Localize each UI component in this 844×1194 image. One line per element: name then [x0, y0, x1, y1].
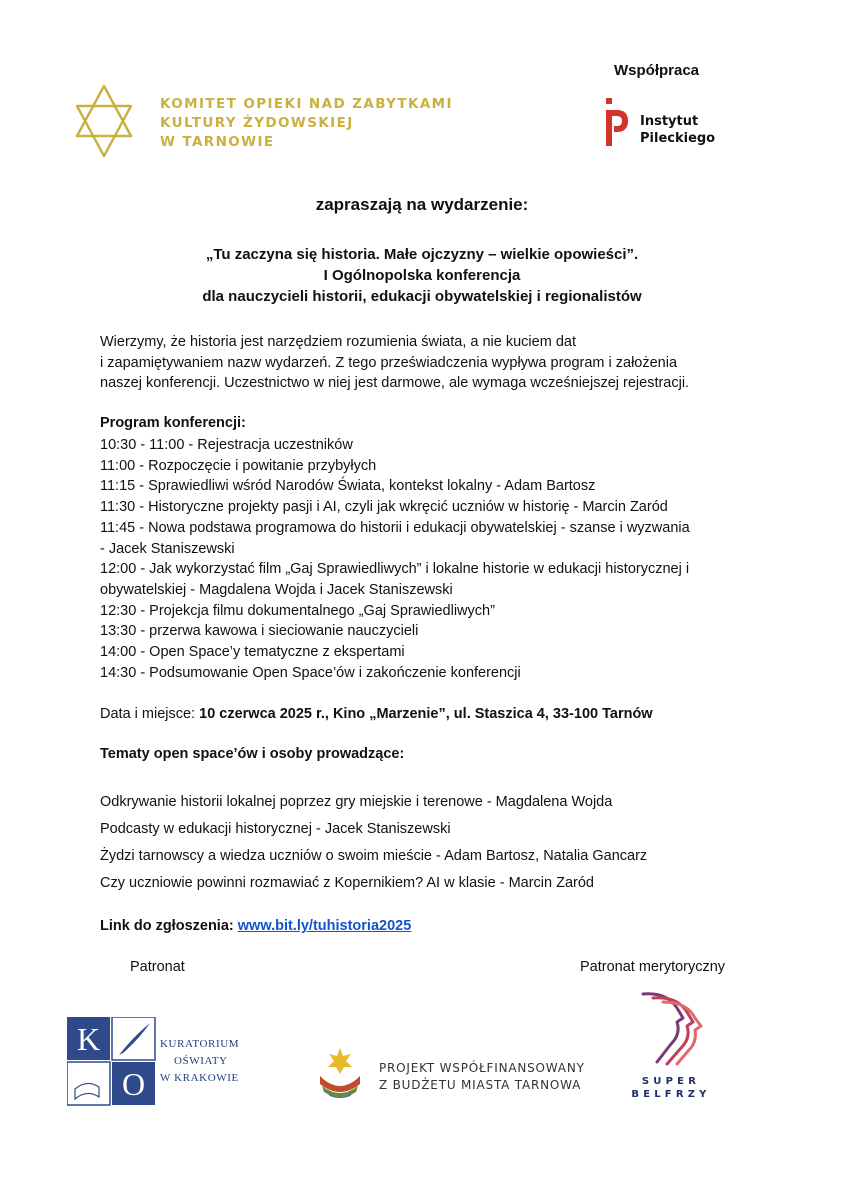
- topics-heading: Tematy open space’ów i osoby prowadzące:: [100, 746, 405, 762]
- event-title-line: dla nauczycieli historii, edukacji obywatelskiej i regionalistów: [202, 288, 642, 305]
- komitet-line: KOMITET OPIEKI NAD ZABYTKAMI: [160, 96, 453, 112]
- program-item: 12:00 - Jak wykorzystać film „Gaj Sprawiedliwych” i lokalne historie w edukacji historycznej i: [100, 561, 690, 578]
- super-belfrzy-text: [629, 1075, 713, 1101]
- topic-item: Żydzi tarnowscy a wiedza uczniów o swoim mieście - Adam Bartosz, Natalia Gancarz: [100, 848, 648, 864]
- date-place-value: 10 czerwca 2025 r., Kino „Marzenie”, ul. Staszica 4, 33-100 Tarnów: [199, 706, 653, 722]
- program-item: 12:30 - Projekcja filmu dokumentalnego „Gaj Sprawiedliwych”: [100, 602, 495, 619]
- patronat-label: Patronat: [130, 959, 185, 975]
- intro-line: i zapamiętywaniem nazw wydarzeń. Z tego przeświadczenia wypływa program i założenia: [100, 354, 678, 371]
- star-of-david-icon: [73, 84, 135, 158]
- ipn-line: Pileckiego: [640, 131, 716, 146]
- program-list: [100, 435, 750, 683]
- instytut-pileckiego-icon: [603, 98, 629, 146]
- topics-list: [100, 789, 647, 897]
- kuratorium-line: W KRAKOWIE: [160, 1072, 239, 1084]
- super-belfrzy-line: SUPER: [641, 1076, 701, 1087]
- topic-item: Odkrywanie historii lokalnej poprzez gry miejskie i terenowe - Magdalena Wojda: [100, 794, 613, 810]
- instytut-pileckiego-logo-text: [640, 113, 715, 147]
- cooperation-label: Współpraca: [614, 62, 700, 79]
- program-item: 11:00 - Rozpoczęcie i powitanie przybyłych: [100, 457, 377, 474]
- event-title-line: I Ogólnopolska konferencja: [323, 267, 521, 284]
- intro-line: Wierzymy, że historia jest narzędziem rozumienia świata, a nie kuciem dat: [100, 334, 576, 350]
- event-title-block: [0, 244, 844, 307]
- project-cofinanced-text: [379, 1060, 585, 1094]
- kuratorium-logo-icon: [67, 1017, 157, 1107]
- program-item: obywatelskiej - Magdalena Wojda i Jacek Staniszewski: [100, 581, 453, 598]
- event-title-line: „Tu zaczyna się historia. Małe ojczyzny – wielkie opowieści”.: [205, 246, 639, 263]
- ipn-line: Instytut: [640, 114, 699, 129]
- invite-heading: zapraszają na wydarzenie:: [315, 195, 529, 214]
- program-heading: Program konferencji:: [100, 415, 246, 431]
- date-place: [100, 706, 653, 722]
- intro-line: naszej konferencji. Uczestnictwo w niej jest darmowe, ale wymaga wcześniejszej rejestracji.: [100, 375, 690, 391]
- registration-link[interactable]: www.bit.ly/tuhistoria2025: [237, 918, 412, 934]
- program-item: 14:30 - Podsumowanie Open Space’ów i zakończenie konferencji: [100, 664, 521, 681]
- ko-letter-k: K: [76, 1021, 101, 1057]
- project-line: PROJEKT WSPÓŁFINANSOWANY: [379, 1061, 585, 1075]
- date-place-label: Data i miejsce:: [100, 706, 200, 722]
- program-item: 10:30 - 11:00 - Rejestracja uczestników: [100, 437, 353, 453]
- komitet-line: KULTURY ŻYDOWSKIEJ: [160, 115, 354, 131]
- komitet-line: W TARNOWIE: [160, 134, 275, 150]
- registration-line: [100, 918, 411, 934]
- kuratorium-line: KURATORIUM: [160, 1038, 240, 1050]
- topic-item: Podcasty w edukacji historycznej - Jacek Staniszewski: [100, 821, 451, 837]
- program-item: 13:30 - przerwa kawowa i sieciowanie nauczycieli: [100, 623, 419, 640]
- program-item: 14:00 - Open Space’y tematyczne z ekspertami: [100, 644, 405, 661]
- program-item: 11:45 - Nowa podstawa programowa do historii i edukacji obywatelskiej - szanse i wyzwania: [100, 519, 690, 536]
- kuratorium-line: OŚWIATY: [174, 1055, 228, 1067]
- program-item: - Jacek Staniszewski: [100, 540, 235, 557]
- project-line: Z BUDŻETU MIASTA TARNOWA: [379, 1078, 582, 1092]
- ko-letter-o: O: [121, 1066, 146, 1102]
- program-item: 11:15 - Sprawiedliwi wśród Narodów Świata, kontekst lokalny - Adam Bartosz: [100, 478, 596, 495]
- tarnow-project-logo-icon: [316, 1046, 364, 1100]
- super-belfrzy-line: BELFRZY: [631, 1089, 711, 1100]
- komitet-logo-text: [160, 95, 453, 152]
- patronat-merytoryczny-label: Patronat merytoryczny: [580, 959, 726, 975]
- program-item: 11:30 - Historyczne projekty pasji i AI, czyli jak wkręcić uczniów w historię - Marcin Zaród: [100, 499, 668, 516]
- topic-item: Czy uczniowie powinni rozmawiać z Kopernikiem? AI w klasie - Marcin Zaród: [100, 875, 594, 891]
- intro-paragraph: [100, 332, 760, 394]
- registration-label: Link do zgłoszenia:: [100, 918, 238, 934]
- kuratorium-text: [160, 1036, 239, 1087]
- super-belfrzy-logo-icon: [637, 988, 705, 1066]
